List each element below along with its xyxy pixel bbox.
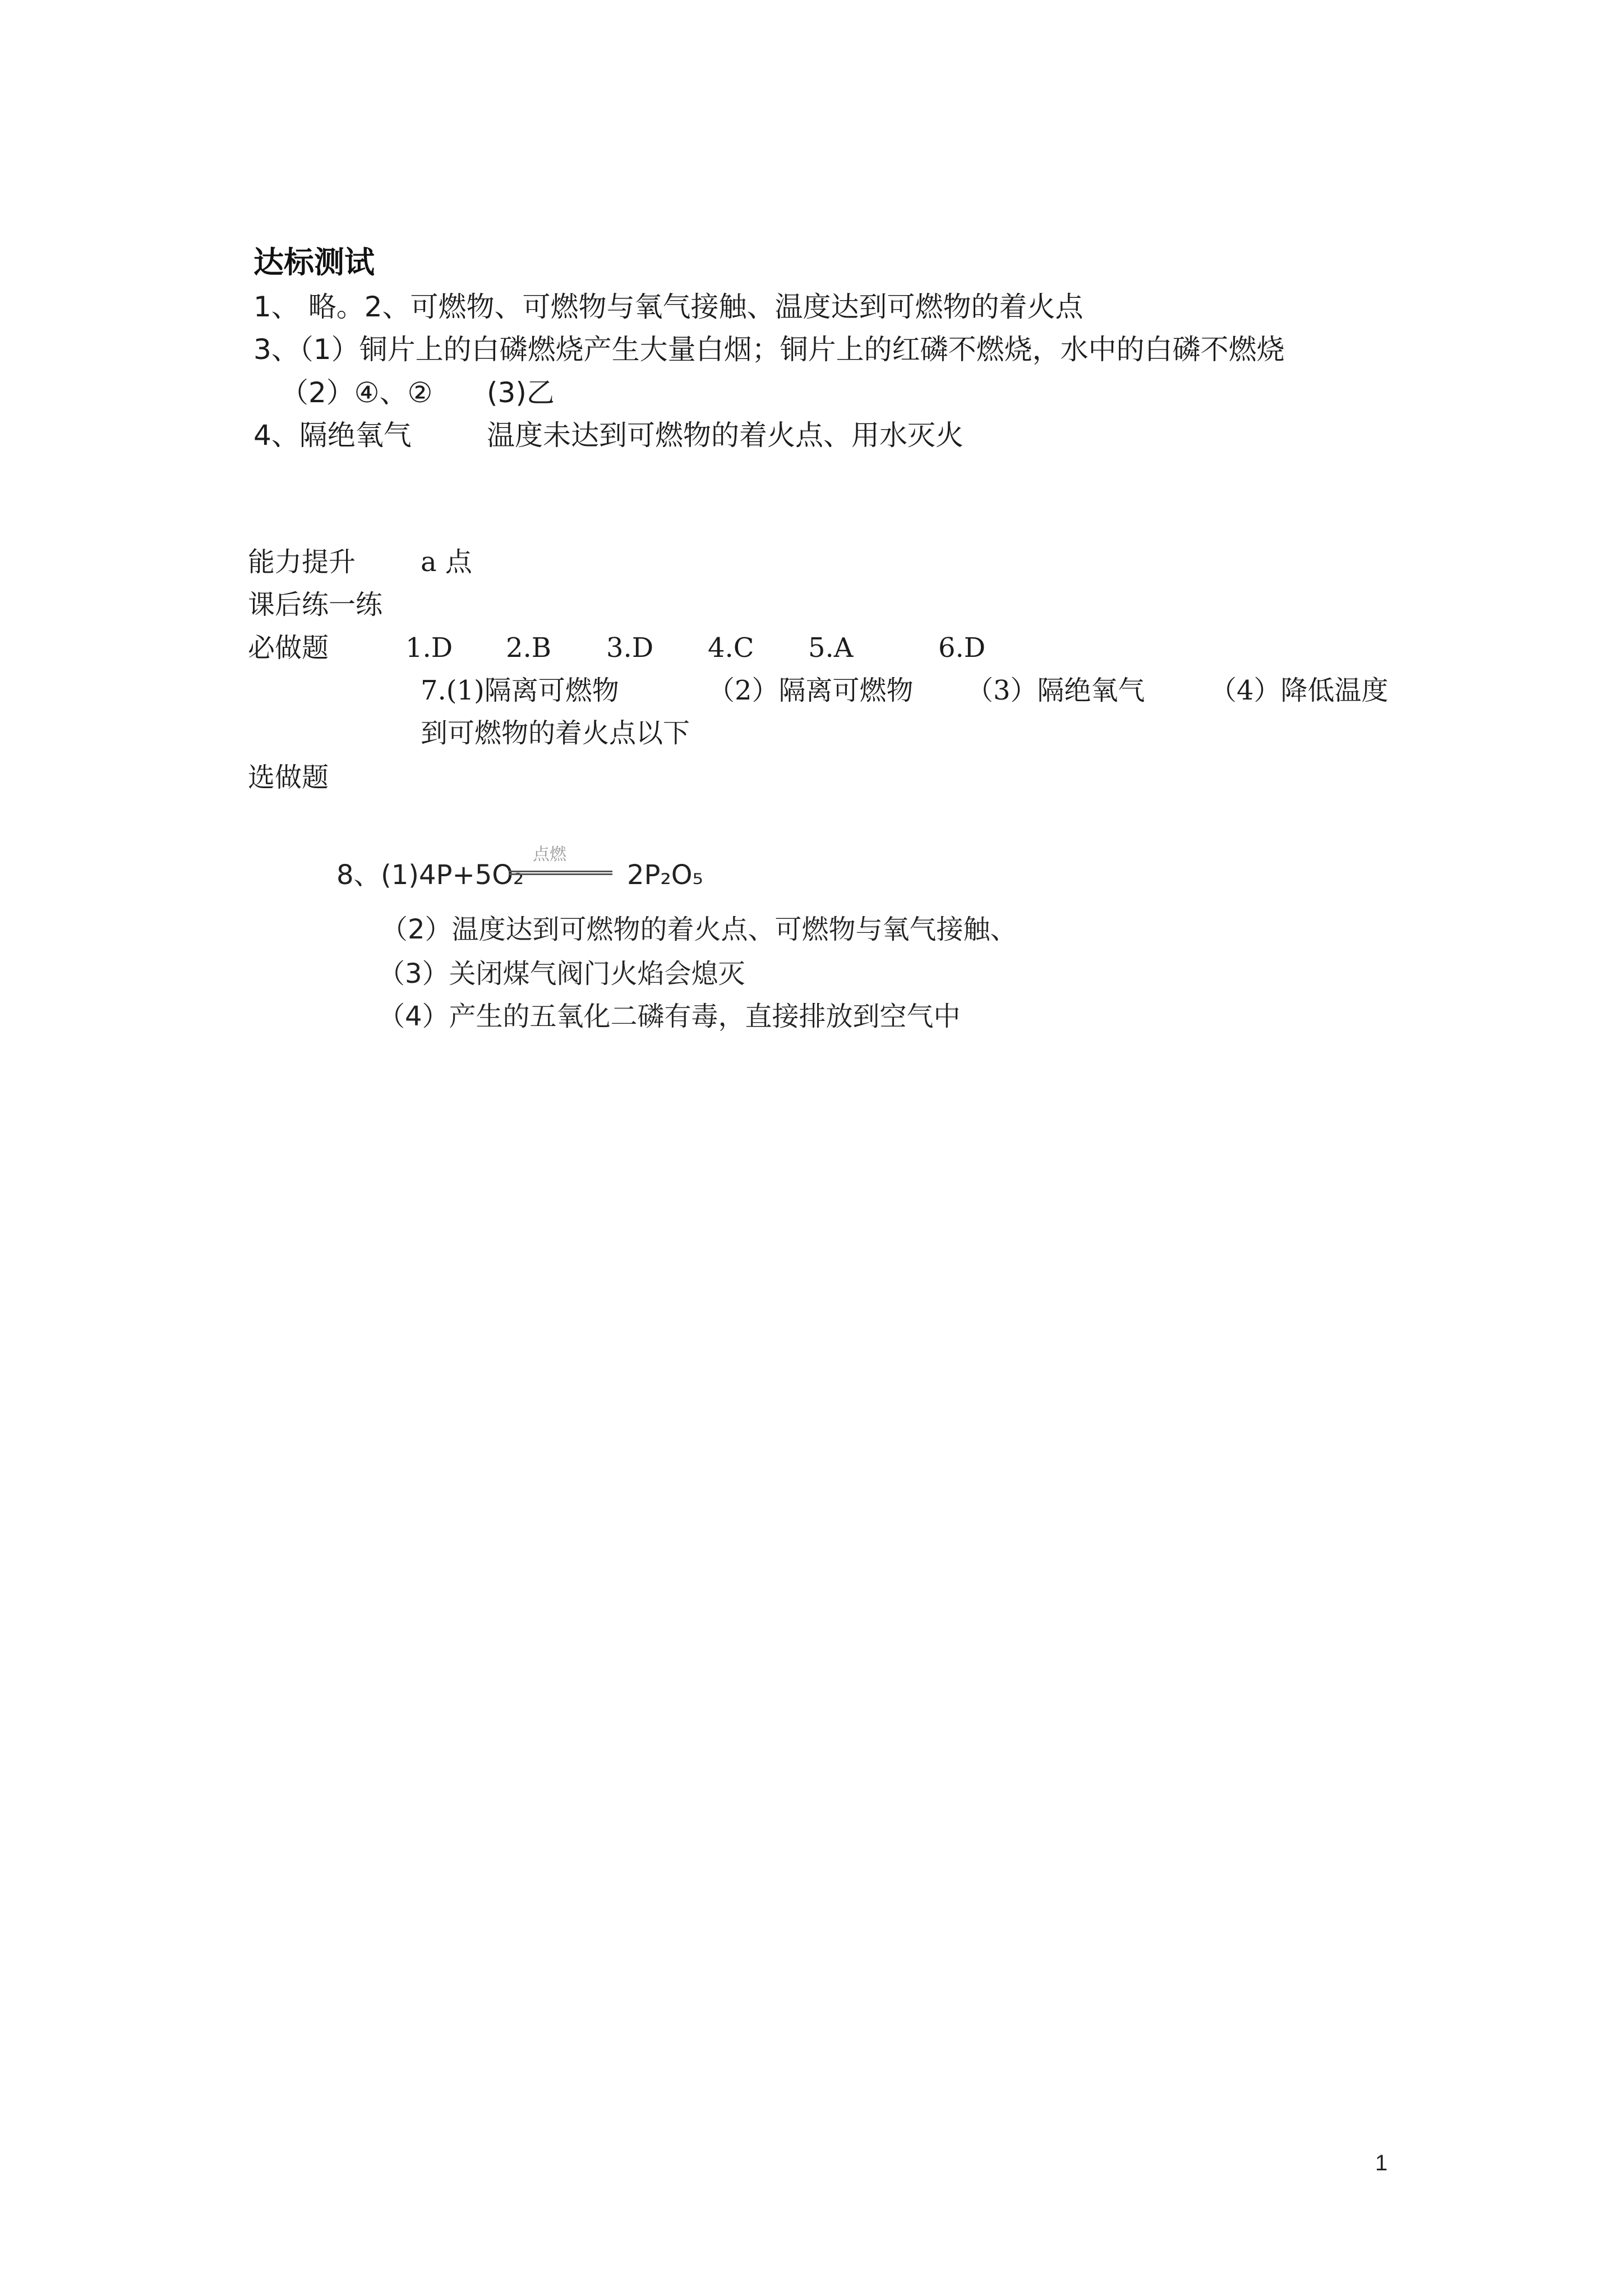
answer-line-part: 温度未达到可燃物的着火点、用水灭火 — [487, 419, 963, 452]
section-label: 课后练一练 — [248, 589, 383, 620]
answer-line: 3、（1）铜片上的白磷燃烧产生大量白烟；铜片上的红磷不燃烧，水中的白磷不燃烧 — [253, 333, 1285, 366]
section-heading: 达标测试 — [253, 245, 375, 280]
answer-item: 3.D — [606, 632, 654, 664]
answer-line: 1、 略。2、可燃物、可燃物与氧气接触、温度达到可燃物的着火点 — [253, 291, 1083, 323]
answer-item: （3）隔绝氧气 — [966, 675, 1145, 706]
answer-line: （4）产生的五氧化二磷有毒，直接排放到空气中 — [378, 1001, 961, 1032]
answer-text: a 点 — [421, 546, 472, 578]
answer-continuation: 到可燃物的着火点以下 — [421, 717, 690, 749]
equation-reactants: (1)4P+5O₂ — [381, 859, 524, 891]
answer-item: 2.B — [506, 632, 552, 664]
answer-line-part: (3)乙 — [487, 376, 555, 409]
equation-product: 2P₂O₅ — [627, 859, 703, 891]
section-label: 选做题 — [248, 762, 329, 793]
answer-line: （3）关闭煤气阀门火焰会熄灭 — [378, 958, 745, 990]
answer-item: 1.D — [405, 632, 453, 664]
question-number: 8、 — [336, 859, 381, 891]
answer-item: 7.(1)隔离可燃物 — [421, 675, 619, 706]
answer-line-part: 4、隔绝氧气 — [253, 419, 412, 452]
section-label: 必做题 — [248, 632, 329, 664]
answer-item: 5.A — [808, 632, 854, 664]
answer-line-part: （2）④、② — [280, 376, 433, 409]
answer-item: 4.C — [708, 632, 754, 664]
answer-item: （2）隔离可燃物 — [708, 675, 914, 706]
page-number: 1 — [1375, 2151, 1388, 2175]
equation-condition: 点燃 — [533, 845, 566, 864]
section-label: 能力提升 — [248, 546, 356, 578]
answer-line: （2）温度达到可燃物的着火点、可燃物与氧气接触、 — [381, 914, 1017, 945]
equation-double-line — [509, 871, 612, 875]
answer-item: （4）降低温度 — [1210, 675, 1389, 706]
answer-item: 6.D — [938, 632, 986, 664]
